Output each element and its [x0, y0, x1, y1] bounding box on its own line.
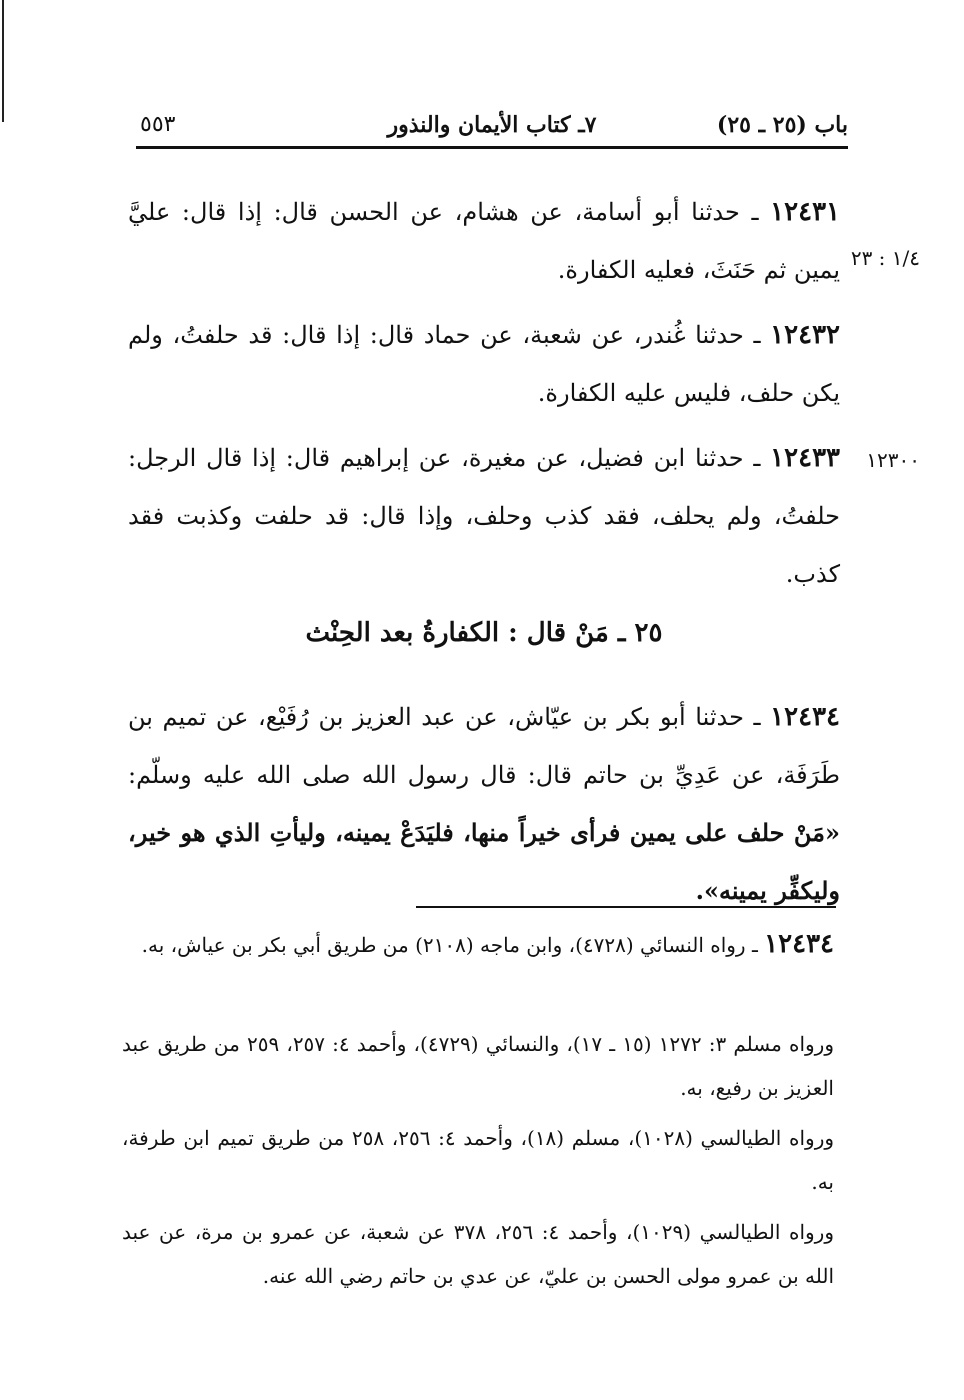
- hadith-text: ـ حدثنا أبو أسامة، عن هشام، عن الحسن قال: إذا قال: عليَّ يمين ثم حَنَثَ، فعليه الكفارة.: [128, 198, 840, 284]
- footnote-text: ورواه الطيالسي (١٠٢٨)، مسلم (١٨)، وأحمد ٤: ٢٥٦، ٢٥٨ من طريق تميم ابن طرفة، به.: [122, 1126, 835, 1194]
- book-title: ٧ـ كتاب الأيمان والنذور: [387, 112, 597, 138]
- page-header: [136, 104, 848, 144]
- hadith-number: ١٢٤٣١: [770, 197, 840, 227]
- hadith-paragraph: [128, 688, 840, 920]
- hadith-number: ١٢٤٣٢: [770, 320, 840, 350]
- footnote-text: ورواه مسلم ٣: ١٢٧٢ (١٥ ـ ١٧)، والنسائي (٤٧٢٩)، وأحمد ٤: ٢٥٧، ٢٥٩ من طريق عبد العزيز بن رفيع، به.: [122, 1032, 834, 1100]
- hadith-paragraph: [128, 306, 840, 422]
- hadith-number: ١٢٤٣٤: [770, 702, 840, 732]
- hadith-text: ـ حدثنا ابن فضيل، عن مغيرة، عن إبراهيم قال: إذا قال الرجل: حلفتُ، ولم يحلف، فقد كذب وحلف، وإذا قال: قد حلفت وكذبت فقد كذب.: [128, 444, 840, 588]
- footnote-number: ١٢٤٣٤: [764, 929, 834, 959]
- hadith-text: ـ حدثنا غُندر، عن شعبة، عن حماد قال: إذا قال: قد حلفتُ، ولم يكن حلف، فليس عليه الكفارة.: [128, 321, 840, 407]
- hadith-number: ١٢٤٣٣: [770, 443, 840, 473]
- footnote: [122, 1210, 834, 1298]
- hadith-paragraph: [128, 183, 840, 299]
- page-number: ٥٥٣: [140, 112, 176, 137]
- prophetic-quote: «مَنْ حلف على يمين فرأى خيراً منها، فليَدَعْ يمينه، وليأتِ الذي هو خير، وليكفِّر يمينه».: [128, 818, 840, 905]
- footnote: [122, 1116, 834, 1204]
- header-rule: [136, 146, 848, 149]
- margin-reference: ١/٤ : ٢٣: [850, 246, 920, 270]
- footnote-text: ورواه الطيالسي (١٠٢٩)، وأحمد ٤: ٢٥٦، ٣٧٨ عن شعبة، عن عمرو بن مرة، عن عبد الله بن عمرو مولى الحسن بن عليّ، عن عدي بن حاتم رضي الله عنه.: [122, 1220, 834, 1288]
- chapter-title: باب (٢٥ ـ ٢٥): [716, 112, 848, 138]
- footnote-text: ـ رواه النسائي (٤٧٢٨)، وابن ماجه (٢١٠٨) من طريق أبي بكر بن عياش، به.: [141, 933, 765, 957]
- hadith-paragraph: [128, 429, 840, 603]
- footnote: [122, 922, 834, 967]
- page-edge-line: [2, 0, 4, 122]
- footnotes-rule: [416, 906, 836, 908]
- margin-reference: ١٢٣٠٠: [866, 448, 920, 472]
- hadith-text: ـ حدثنا أبو بكر بن عيّاش، عن عبد العزيز بن رُفَيْع، عن تميم بن طَرَفَة، عن عَدِيِّ بن حاتم قال: قال رسول الله صلى الله عليه وسلّم:: [128, 703, 840, 789]
- section-title: ٢٥ ـ مَنْ قال : الكفارةُ بعد الحِنْث: [305, 618, 663, 648]
- footnote: [122, 1022, 834, 1110]
